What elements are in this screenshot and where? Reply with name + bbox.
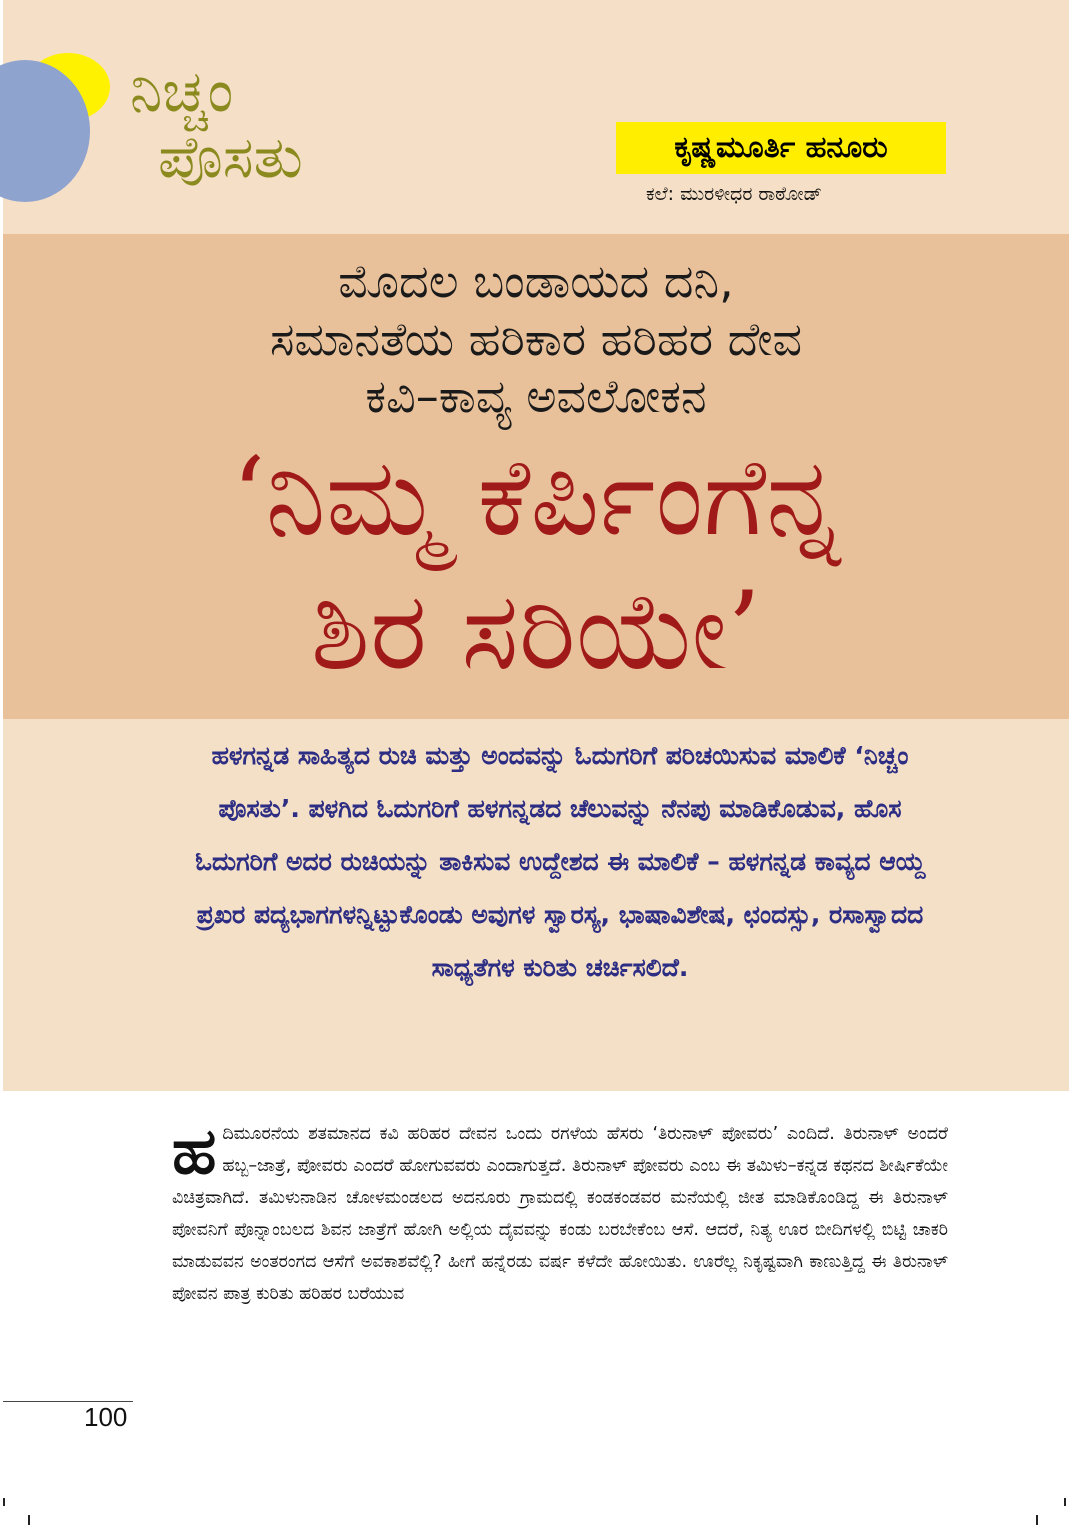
series-logo-line1: ನಿಚ್ಚಂ — [130, 57, 234, 125]
drop-cap: ಹ — [172, 1115, 217, 1189]
series-logo — [130, 58, 370, 208]
crop-mark-bottom-left-v — [28, 1515, 30, 1525]
main-title-line-2: ಶಿರ ಸರಿಯೇ’ — [310, 569, 762, 694]
crop-mark-bottom-right-v — [1036, 1515, 1038, 1525]
crop-mark-bottom-left — [3, 1498, 5, 1506]
article-body-text: ದಿಮೂರನೆಯ ಶತಮಾನದ ಕವಿ ಹರಿಹರ ದೇವನ ಒಂದು ರಗಳೆಯ ಹೆಸರು ‘ತಿರುನಾಳ್ ಪೋವರು’ ಎಂದಿದೆ. ತಿರುನಾಳ್ ಅಂದರೆ ಹಬ್ಬ–ಜಾತ್ರೆ, ಪೋವರು ಎಂದರೆ ಹೋಗುವವರು ಎಂದಾಗುತ್ತದೆ. ತಿರುನಾಳ್ ಪೋವರು ಎಂಬ ಈ ತಮಿಳು–ಕನ್ನಡ ಕಥನದ ಶೀರ್ಷಿಕೆಯೇ ವಿಚಿತ್ರವಾಗಿದೆ. ತಮಿಳುನಾಡಿನ ಚೋಳಮಂಡಲದ ಅದನೂರು ಗ್ರಾಮದಲ್ಲಿ ಕಂಡಕಂಡವರ ಮನೆಯಲ್ಲಿ ಜೀತ ಮಾಡಿಕೊಂಡಿದ್ದ ಈ ತಿರುನಾಳ್ ಪೋವನಿಗೆ ಪೊನ್ನಾಂಬಲದ ಶಿವನ ಜಾತ್ರೆಗೆ ಹೋಗಿ ಅಲ್ಲಿಯ ದೈವವನ್ನು ಕಂಡು ಬರಬೇಕೆಂಬ ಆಸೆ. ಆದರೆ, ನಿತ್ಯ ಊರ ಬೀದಿಗಳಲ್ಲಿ ಬಿಟ್ಟಿ ಚಾಕರಿ ಮಾಡುವವನ ಅಂತರಂಗದ ಆಸೆಗೆ ಅವಕಾಶವೆಲ್ಲಿ? ಹೀಗೆ ಹನ್ನೆರಡು ವರ್ಷ ಕಳೆದೇ ಹೋಯಿತು. ಊರೆಲ್ಲ ನಿಕೃಷ್ಟವಾಗಿ ಕಾಣುತ್ತಿದ್ದ ಈ ತಿರುನಾಳ್ ಪೋವನ ಪಾತ್ರ ಕುರಿತು ಹರಿಹರ ಬರೆಯುವ — [172, 1124, 948, 1304]
article-body — [172, 1115, 948, 1310]
subtitle-line-1: ಮೊದಲ ಬಂಡಾಯದ ದನಿ, — [338, 254, 734, 308]
crop-mark-bottom-right — [1064, 1498, 1066, 1506]
main-title-line-1: ‘ನಿಮ್ಮ ಕೆರ್ಪಿಂಗೆನ್ನ — [231, 435, 841, 560]
artist-credit: ಕಲೆ: ಮುರಳೀಧರ ರಾಠೋಡ್ — [646, 183, 822, 205]
page-number: 100 — [84, 1402, 128, 1432]
subtitle-line-3: ಕವಿ–ಕಾವ್ಯ ಅವಲೋಕನ — [365, 369, 707, 423]
subtitle-line-2: ಸಮಾನತೆಯ ಹರಿಕಾರ ಹರಿಹರ ದೇವ — [269, 312, 803, 366]
author-name: ಕೃಷ್ಣಮೂರ್ತಿ ಹನೂರು — [616, 122, 946, 174]
intro-paragraph: ಹಳಗನ್ನಡ ಸಾಹಿತ್ಯದ ರುಚಿ ಮತ್ತು ಅಂದವನ್ನು ಓದುಗರಿಗೆ ಪರಿಚಯಿಸುವ ಮಾಲಿಕೆ ‘ನಿಚ್ಚಂ ಪೊಸತು’. ಪಳಗಿದ ಓದುಗರಿಗೆ ಹಳಗನ್ನಡದ ಚೆಲುವನ್ನು ನೆನಪು ಮಾಡಿಕೊಡುವ, ಹೊಸ ಓದುಗರಿಗೆ ಅದರ ರುಚಿಯನ್ನು ತಾಕಿಸುವ ಉದ್ದೇಶದ ಈ ಮಾಲಿಕೆ – ಹಳಗನ್ನಡ ಕಾವ್ಯದ ಆಯ್ದ ಪ್ರಖರ ಪದ್ಯಭಾಗಗಳನ್ನಿಟ್ಟುಕೊಂಡು ಅವುಗಳ ಸ್ವಾರಸ್ಯ, ಭಾಷಾವಿಶೇಷ, ಛಂದಸ್ಸು, ರಸಾಸ್ವಾದದ ಸಾಧ್ಯತೆಗಳ ಕುರಿತು ಚರ್ಚಿಸಲಿದೆ. — [195, 741, 925, 982]
series-logo-line2: ಪೊಸತು — [158, 123, 303, 191]
